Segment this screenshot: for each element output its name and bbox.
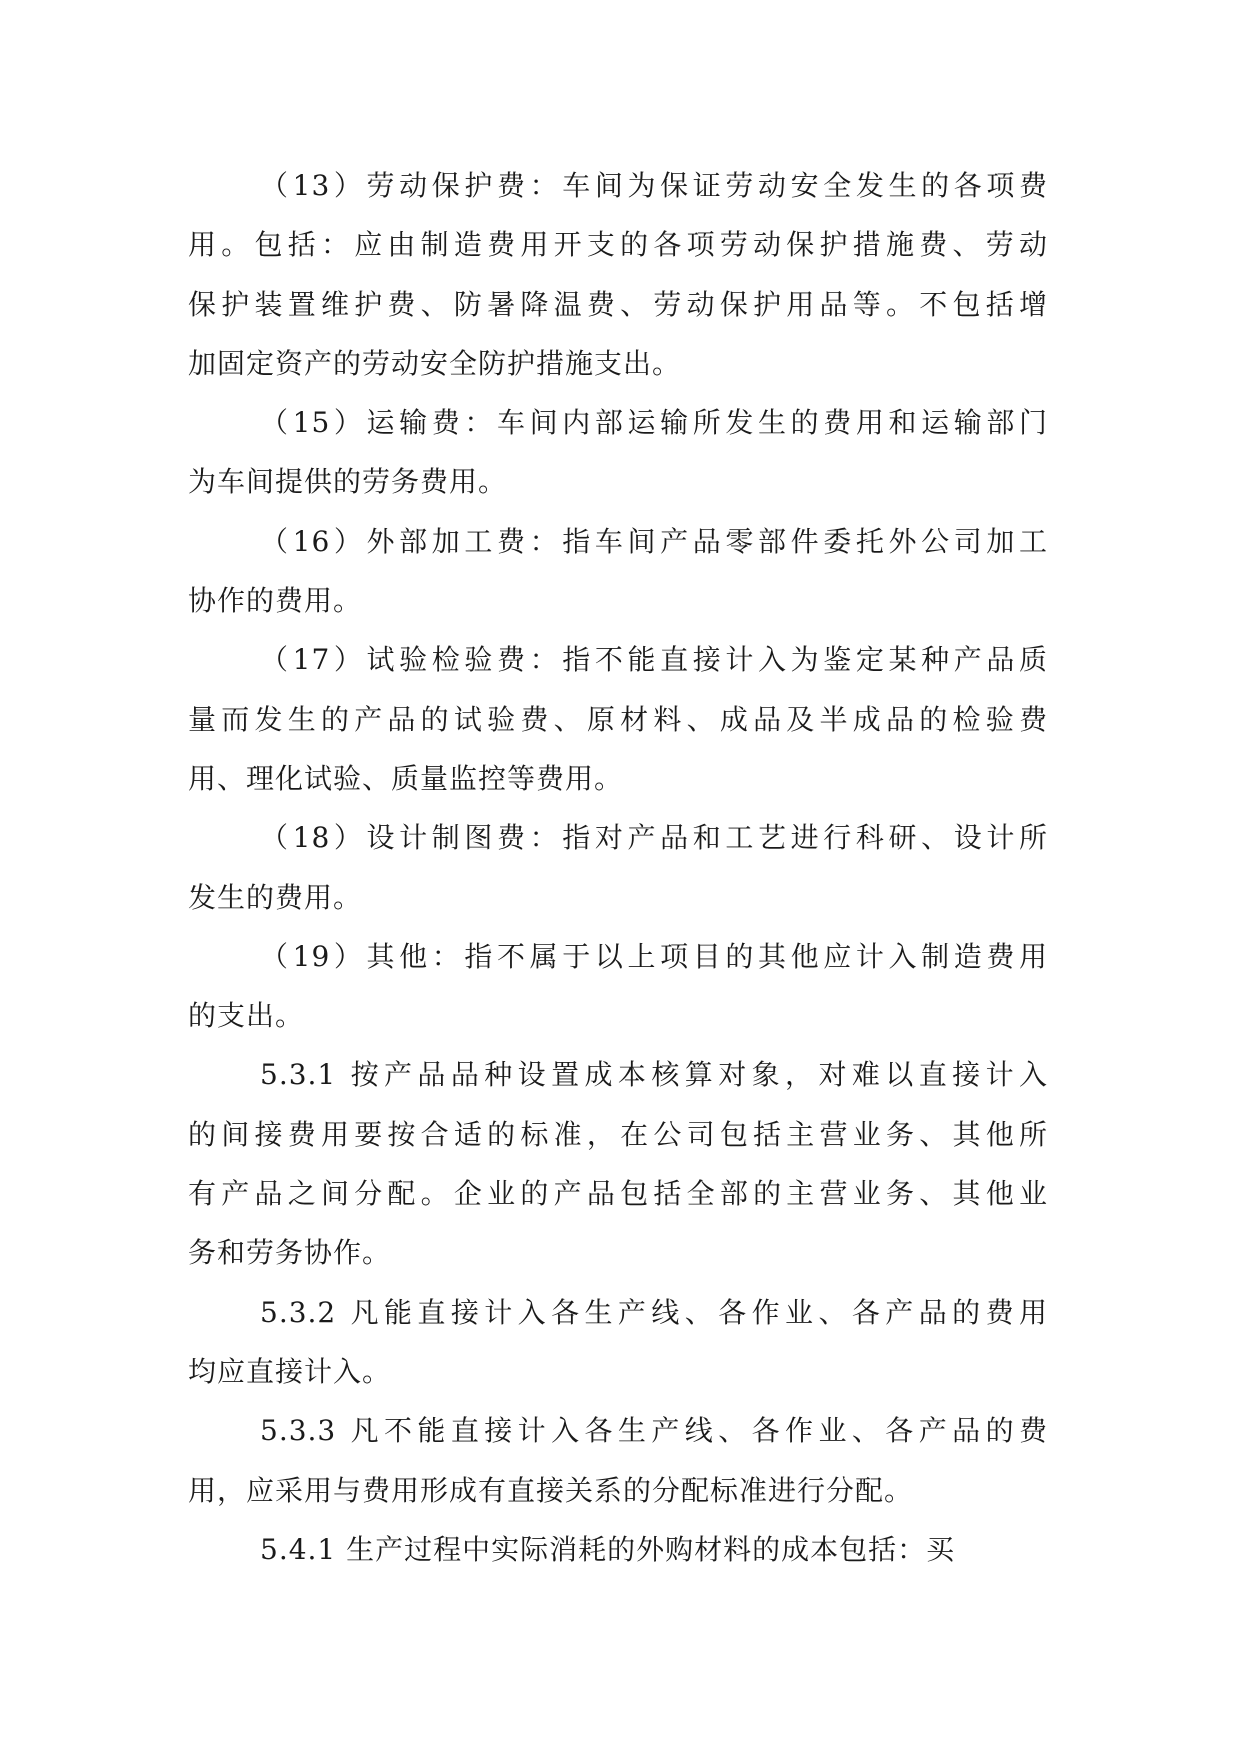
text-line: 均应直接计入。 [188,1354,392,1388]
text-line: 5.3.3 凡不能直接计入各生产线、各作业、各产品的费 [260,1414,1048,1448]
text-line: 加固定资产的劳动安全防护措施支出。 [188,346,682,380]
document-body [188,156,1048,1579]
text-line: （15）运输费：车间内部运输所发生的费用和运输部门 [260,406,1048,440]
text-line: （18）设计制图费：指对产品和工艺进行科研、设计所 [260,821,1048,855]
text-line: （16）外部加工费：指车间产品零部件委托外公司加工 [260,524,1048,558]
text-line: （13）劳动保护费：车间为保证劳动安全发生的各项费 [260,169,1048,202]
paragraph [188,808,1048,927]
text-line: （19）其他：指不属于以上项目的其他应计入制造费用 [260,939,1048,973]
text-line: 5.3.2 凡能直接计入各生产线、各作业、各产品的费用 [260,1295,1048,1329]
paragraph [188,512,1048,631]
text-line: 有产品之间分配。企业的产品包括全部的主营业务、其他业 [188,1177,1048,1211]
paragraph [188,1401,1048,1520]
text-line: 用，应采用与费用形成有直接关系的分配标准进行分配。 [188,1473,914,1507]
paragraph [188,156,1048,393]
text-line: 协作的费用。 [188,584,363,618]
paragraph [188,927,1048,1046]
text-line: 量而发生的产品的试验费、原材料、成品及半成品的检验费 [188,702,1048,736]
text-line: 发生的费用。 [188,880,363,914]
text-line: 务和劳务协作。 [188,1236,392,1270]
text-line: 5.4.1 生产过程中实际消耗的外购材料的成本包括：买 [260,1532,956,1566]
text-line: 5.3.1 按产品品种设置成本核算对象，对难以直接计入 [260,1058,1048,1092]
text-line: 的支出。 [188,999,305,1033]
text-line: 为车间提供的劳务费用。 [188,465,508,499]
text-line: 的间接费用要按合适的标准，在公司包括主营业务、其他所 [188,1117,1048,1151]
text-line: （17）试验检验费：指不能直接计入为鉴定某种产品质 [260,643,1048,677]
text-line: 保护装置维护费、防暑降温费、劳动保护用品等。不包括增 [188,287,1048,321]
paragraph [188,630,1048,808]
text-line: 用。包括：应由制造费用开支的各项劳动保护措施费、劳动 [188,228,1048,262]
paragraph [188,1283,1048,1402]
paragraph [188,1045,1048,1282]
text-line: 用、理化试验、质量监控等费用。 [188,761,624,795]
paragraph [188,393,1048,512]
paragraph [188,1520,1048,1579]
